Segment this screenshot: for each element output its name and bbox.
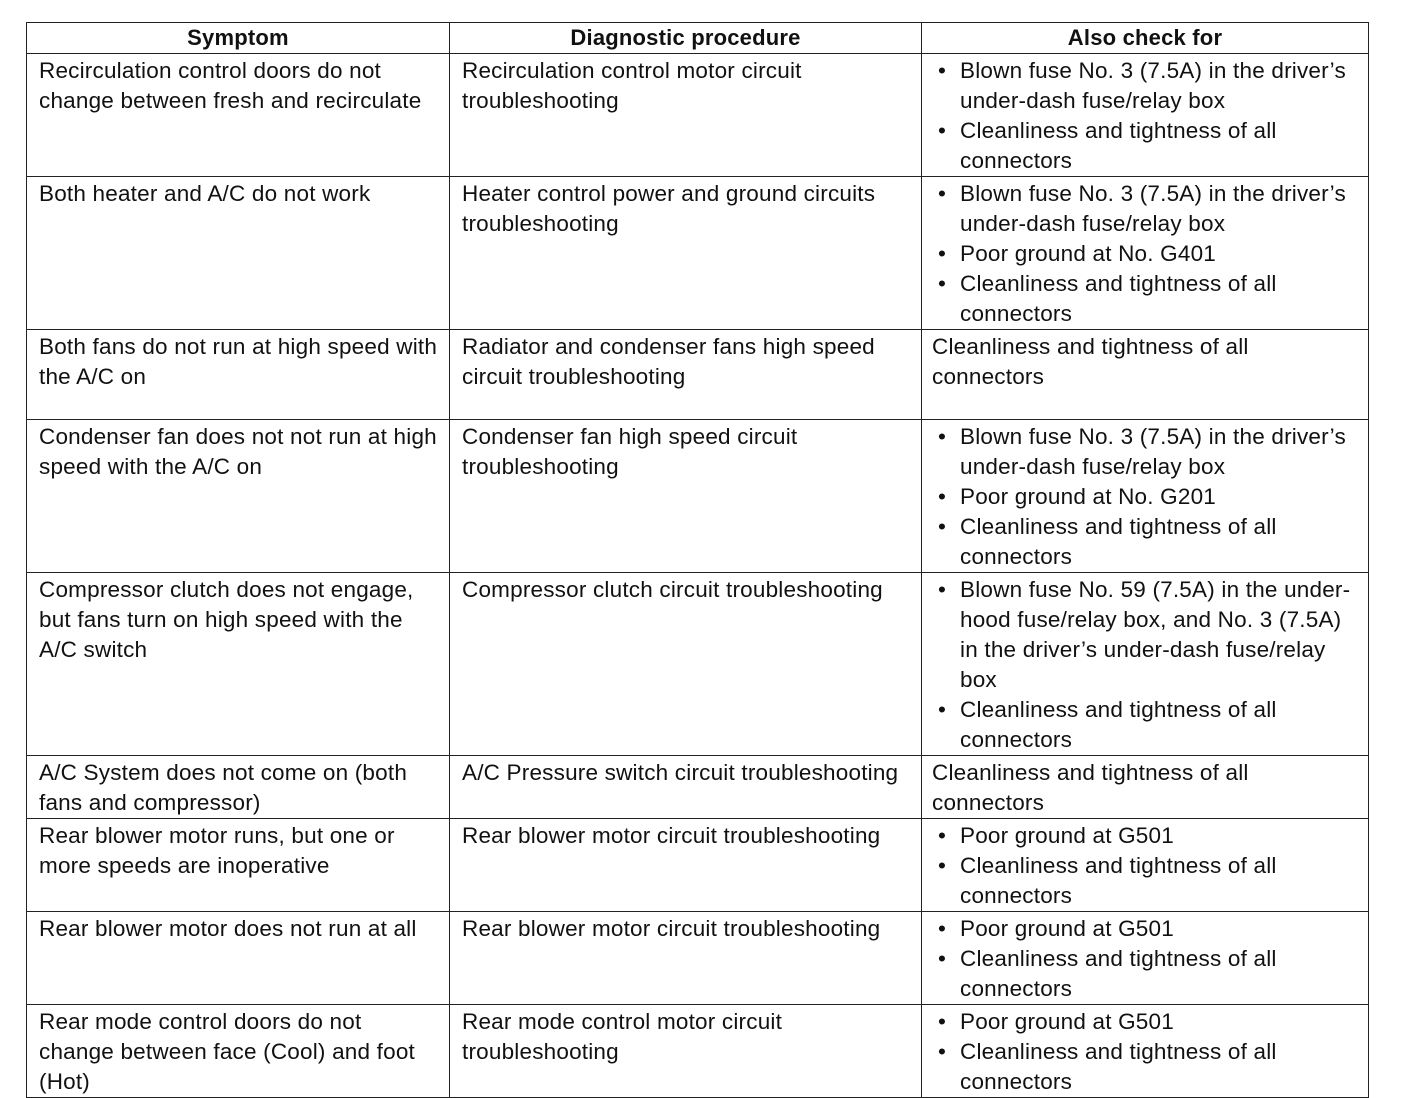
check-item: • Cleanliness and tightness of all connectors <box>934 944 1360 1004</box>
also-check-cell <box>922 54 1369 177</box>
procedure-text: Compressor clutch circuit troubleshooting <box>462 577 883 602</box>
symptom-cell <box>27 420 450 573</box>
check-item: • Cleanliness and tightness of all connectors <box>934 695 1360 755</box>
check-item: • Blown fuse No. 3 (7.5A) in the driver’s under-dash fuse/relay box <box>934 179 1360 239</box>
symptom-text: Rear blower motor does not run at all <box>39 916 417 941</box>
symptom-cell <box>27 177 450 330</box>
also-check-cell <box>922 573 1369 756</box>
header-symptom: Symptom <box>27 23 450 54</box>
symptom-text: Compressor clutch does not engage, but fans turn on high speed with the A/C switch <box>39 577 414 662</box>
procedure-cell <box>450 330 922 420</box>
also-check-cell <box>922 1005 1369 1098</box>
symptom-text: Both heater and A/C do not work <box>39 181 371 206</box>
check-item: • Poor ground at No. G401 <box>934 239 1360 269</box>
also-check-cell <box>922 912 1369 1005</box>
table-row <box>27 420 1369 573</box>
header-also-check-for: Also check for <box>922 23 1369 54</box>
also-check-cell <box>922 177 1369 330</box>
check-item: • Blown fuse No. 59 (7.5A) in the under-hood fuse/relay box, and No. 3 (7.5A) in the driver’s under-dash fuse/relay box <box>934 575 1360 695</box>
table-row <box>27 330 1369 420</box>
symptom-text: Rear mode control doors do not change between face (Cool) and foot (Hot) <box>39 1009 415 1094</box>
symptom-cell <box>27 819 450 912</box>
procedure-cell <box>450 912 922 1005</box>
symptom-text: Both fans do not run at high speed with the A/C on <box>39 334 438 389</box>
table-row <box>27 177 1369 330</box>
diagnostic-table <box>26 22 1369 1098</box>
procedure-text: A/C Pressure switch circuit troubleshooting <box>462 760 899 785</box>
symptom-cell <box>27 573 450 756</box>
procedure-text: Rear blower motor circuit troubleshooting <box>462 916 881 941</box>
check-item: • Poor ground at No. G201 <box>934 482 1360 512</box>
table-row <box>27 54 1369 177</box>
check-item: • Cleanliness and tightness of all connectors <box>934 269 1360 329</box>
table-row <box>27 756 1369 819</box>
symptom-text: Rear blower motor runs, but one or more speeds are inoperative <box>39 823 395 878</box>
procedure-cell <box>450 1005 922 1098</box>
also-check-cell <box>922 420 1369 573</box>
procedure-text: Rear blower motor circuit troubleshooting <box>462 823 881 848</box>
check-item: • Cleanliness and tightness of all connectors <box>934 512 1360 572</box>
also-check-cell <box>922 819 1369 912</box>
check-list <box>934 819 1360 911</box>
check-item: • Blown fuse No. 3 (7.5A) in the driver’s under-dash fuse/relay box <box>934 56 1360 116</box>
check-item: • Cleanliness and tightness of all connectors <box>934 1037 1360 1097</box>
also-check-cell <box>922 756 1369 819</box>
check-list <box>934 54 1360 176</box>
check-item: • Poor ground at G501 <box>934 1007 1360 1037</box>
procedure-text: Recirculation control motor circuit troubleshooting <box>462 58 802 113</box>
symptom-cell <box>27 330 450 420</box>
check-text: Cleanliness and tightness of all connectors <box>932 334 1249 389</box>
check-list <box>934 912 1360 1004</box>
check-list <box>934 177 1360 329</box>
symptom-cell <box>27 54 450 177</box>
check-list <box>934 420 1360 572</box>
procedure-cell <box>450 573 922 756</box>
check-item: • Cleanliness and tightness of all connectors <box>934 851 1360 911</box>
header-diagnostic-procedure: Diagnostic procedure <box>450 23 922 54</box>
check-item: • Poor ground at G501 <box>934 914 1360 944</box>
check-text: Cleanliness and tightness of all connectors <box>932 760 1249 815</box>
header-row <box>27 23 1369 54</box>
check-item: • Cleanliness and tightness of all connectors <box>934 116 1360 176</box>
procedure-cell <box>450 756 922 819</box>
symptom-cell <box>27 756 450 819</box>
symptom-text: Condenser fan does not not run at high speed with the A/C on <box>39 424 437 479</box>
procedure-text: Rear mode control motor circuit troubleshooting <box>462 1009 783 1064</box>
symptom-cell <box>27 1005 450 1098</box>
check-item: • Blown fuse No. 3 (7.5A) in the driver’s under-dash fuse/relay box <box>934 422 1360 482</box>
procedure-cell <box>450 819 922 912</box>
procedure-text: Heater control power and ground circuits troubleshooting <box>462 181 876 236</box>
symptom-text: Recirculation control doors do not change between fresh and recirculate <box>39 58 422 113</box>
symptom-text: A/C System does not come on (both fans and compressor) <box>39 760 408 815</box>
procedure-cell <box>450 177 922 330</box>
procedure-cell <box>450 420 922 573</box>
also-check-cell <box>922 330 1369 420</box>
symptom-cell <box>27 912 450 1005</box>
table-row <box>27 573 1369 756</box>
check-list <box>934 573 1360 755</box>
procedure-cell <box>450 54 922 177</box>
table-row <box>27 912 1369 1005</box>
procedure-text: Radiator and condenser fans high speed circuit troubleshooting <box>462 334 875 389</box>
procedure-text: Condenser fan high speed circuit troubleshooting <box>462 424 798 479</box>
table-row <box>27 819 1369 912</box>
check-list <box>934 1005 1360 1097</box>
check-item: • Poor ground at G501 <box>934 821 1360 851</box>
table-row <box>27 1005 1369 1098</box>
